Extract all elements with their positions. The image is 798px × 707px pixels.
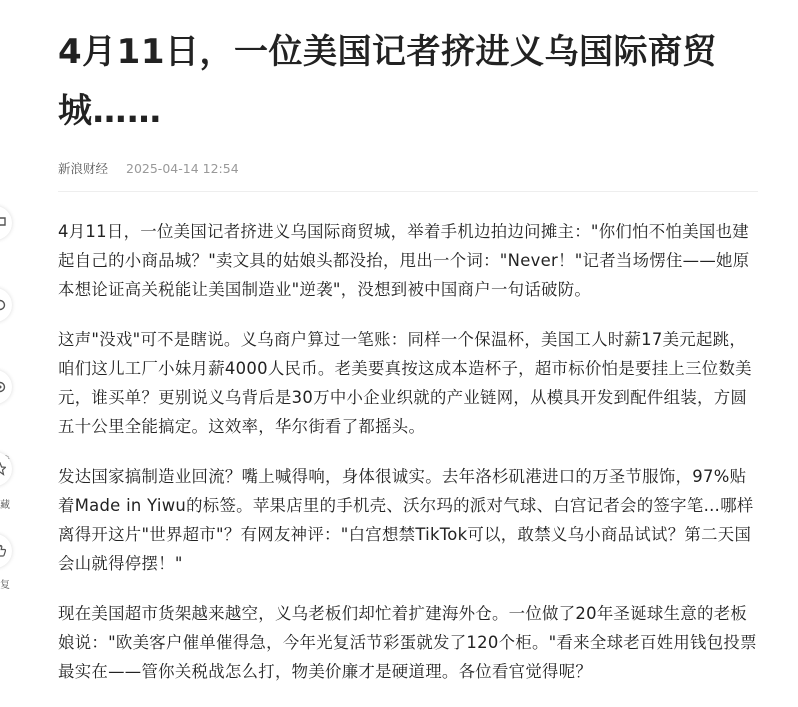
share-icon [0,298,6,312]
article [58,0,758,707]
side-label-3: 藏 [0,500,10,511]
article-source[interactable]: 新浪财经 [58,161,109,176]
like-button[interactable] [0,534,12,568]
like-icon [0,544,6,558]
article-meta [58,159,758,179]
weibo-button[interactable] [0,370,12,404]
side-label-4: 复 [0,580,10,591]
article-date: 2025-04-14 12:54 [126,161,239,176]
title-divider [58,191,758,192]
paragraph: 发达国家搞制造业回流？嘴上喊得响，身体很诚实。去年洛杉矶港进口的万圣节服饰，97%贴着Made in Yiwu的标签。苹果店里的手机壳、沃尔玛的派对气球、白宫记者会的签字笔…哪样离得开这片"世界超市"？有网友神评："白宫想禁TikTok可以，敢禁义乌小商品试试？第二天国会山就得停摆！" [58,467,754,573]
weibo-icon [0,380,6,394]
comment-button[interactable] [0,206,12,240]
paragraph: 现在美国超市货架越来越空，义乌老板们却忙着扩建海外仓。一位做了20年圣诞球生意的老板娘说："欧美客户催单催得急，今年光复活节彩蛋就发了120个柜。"看来全球老百姓用钱包投票最实在——管你关税战怎么打，物美价廉才是硬道理。各位看官觉得呢？ [58,604,757,681]
share-button[interactable] [0,288,12,322]
paragraph: 4月11日，一位美国记者挤进义乌国际商贸城，举着手机边拍边问摊主："你们怕不怕美国也建起自己的小商品城？"卖文具的姑娘头都没抬，甩出一个词："Never！"记者当场愣住——她原本想论证高关税能让美国制造业"逆袭"，没想到被中国商户一句话破防。 [58,222,750,299]
comment-icon [0,216,6,230]
article-title: 4月11日，一位美国记者挤进义乌国际商贸城…… [58,32,717,131]
star-icon [0,462,6,476]
star-button[interactable] [0,452,12,486]
paragraph: 这声"没戏"可不是瞎说。义乌商户算过一笔账：同样一个保温杯，美国工人时薪17美元起跳，咱们这儿工厂小妹月薪4000人民币。老美要真按这成本造杯子，超市标价怕是要挂上三位数美元，谁买单？更别说义乌背后是30万中小企业织就的产业链网，从模具开发到配件组装，方圆五十公里全能搞定。这效率，华尔街看了都摇头。 [58,330,752,436]
article-body [58,217,758,686]
